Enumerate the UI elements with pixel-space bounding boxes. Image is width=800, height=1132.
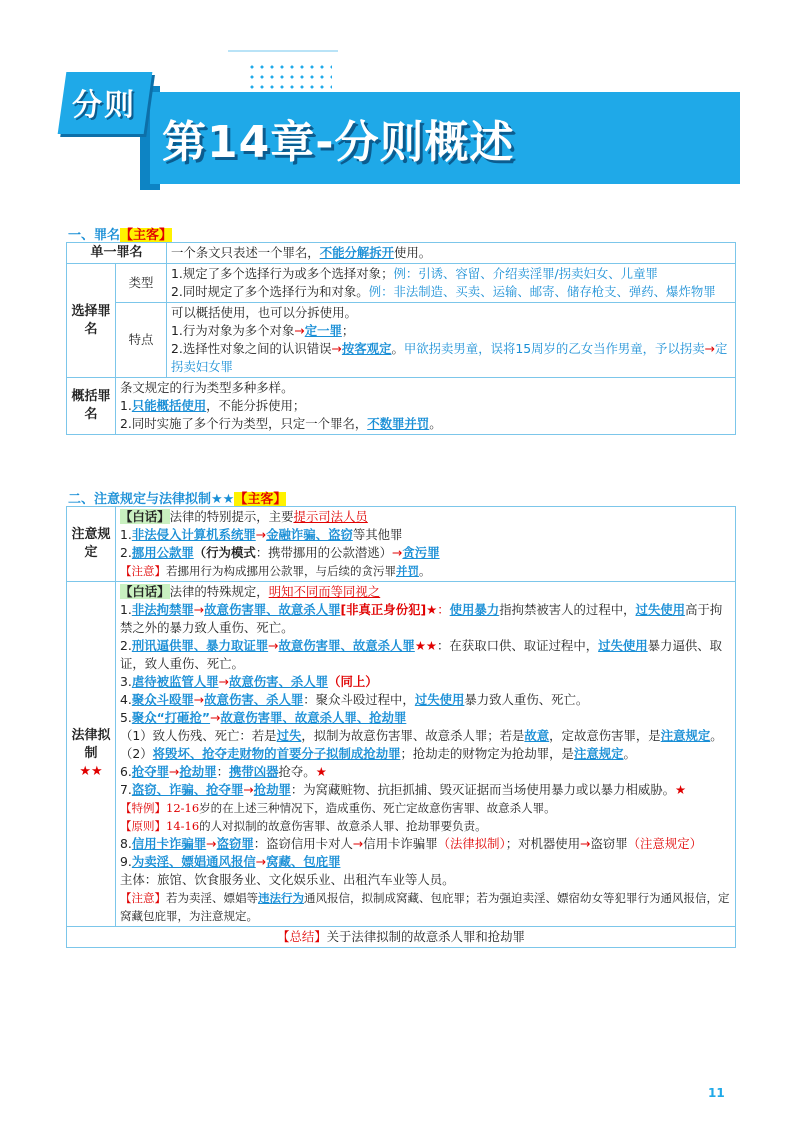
- label-general: 概括罪名: [67, 378, 116, 435]
- part-tag: 分则: [72, 88, 136, 123]
- page-number: 11: [708, 1086, 725, 1100]
- table-rules: [66, 506, 736, 948]
- section-title-2: 二、注意规定与法律拟制★★【主客】: [68, 492, 287, 507]
- chapter-title: 第14章-分则概述: [162, 117, 515, 168]
- badge: 【主客】: [120, 228, 173, 243]
- cell-summary: 【总结】关于法律拟制的故意杀人罪和抢劫罪: [67, 927, 736, 948]
- cell-fiction: 【白话】法律的特殊规定，明知不同而等同视之 1.非法拘禁罪→故意伤害罪、故意杀人罪[非真正身份犯]★：使用暴力指拘禁被害人的过程中，过失使用高于拘禁之外的暴力致人重伤、死亡。 2.刑讯逼供罪、暴力取证罪→故意伤害罪、故意杀人罪★★：在获取口供、取证过程中，过失使用暴力逼供、取证，致人重伤、死亡。 3.虐待被监管人罪→故意伤害、杀人罪（同上） 4.聚众斗殴罪→故意伤害、杀人罪：聚众斗殴过程中，过失使用暴力致人重伤、死亡。 5.聚众“打砸抢”→故意伤害罪、故意杀人罪、抢劫罪 （1）致人伤残、死亡：若是过失，拟制为故意伤害罪、故意杀人罪；若是故意，定故意伤害罪，是注意规定。 （2）将毁坏、抢夺走财物的首要分子拟制成抢劫罪；抢劫走的财物定为抢劫罪，是注意规定。 6.抢夺罪→抢劫罪：携带凶器抢夺。★ 7.盗窃、诈骗、抢夺罪→抢劫罪：为窝藏赃物、抗拒抓捕、毁灭证据而当场使用暴力或以暴力相威胁。★ 【特例】12-16岁的在上述三种情况下，造成重伤、死亡定故意伤害罪、故意杀人罪。 【原则】14-16的人对拟制的故意伤害罪、故意杀人罪、抢劫罪要负责。 8.信用卡诈骗罪→盗窃罪：盗窃信用卡对人→信用卡诈骗罪（法律拟制）；对机器使用→盗窃罪（注意规定） 9.为卖淫、嫖娼通风报信→窝藏、包庇罪 主体：旅馆、饮食服务业、文化娱乐业、出租汽车业等人员。 【注意】若为卖淫、嫖娼等违法行为通风报信，拟制成窝藏、包庇罪；若为强迫卖淫、嫖宿幼女等犯罪行为通风报信，定窝藏包庇罪，为注意规定。: [116, 582, 736, 927]
- label-attention: 注意规定: [67, 507, 116, 582]
- chapter-header: [0, 0, 800, 210]
- row-fiction: [67, 582, 736, 927]
- row-summary: [67, 927, 736, 948]
- badge: 【主客】: [234, 492, 287, 507]
- row-select-feature: [67, 303, 736, 378]
- row-attention: [67, 507, 736, 582]
- decor-dots: [247, 62, 332, 92]
- label-select: 选择罪名: [67, 264, 116, 378]
- cell-type: 1.规定了多个选择行为或多个选择对象；例：引诱、容留、介绍卖淫罪/拐卖妇女、儿童罪 2.同时规定了多个选择行为和对象。例：非法制造、买卖、运输、邮寄、储存枪支、弹药、爆炸物罪: [167, 264, 736, 303]
- label-single: 单一罪名: [67, 243, 167, 264]
- row-single: [67, 243, 736, 264]
- label-feature: 特点: [116, 303, 167, 378]
- table-crime-names: [66, 242, 736, 435]
- row-general: [67, 378, 736, 435]
- row-select-type: [67, 264, 736, 303]
- section-title-1: 一、罪名【主客】: [68, 228, 173, 243]
- cell-attention: 【白话】法律的特别提示，主要提示司法人员 1.非法侵入计算机系统罪→金融诈骗、盗窃等其他罪 2.挪用公款罪（行为模式：携带挪用的公款潜逃）→贪污罪 【注意】若挪用行为构成挪用公款罪，与后续的贪污罪并罚。: [116, 507, 736, 582]
- label-type: 类型: [116, 264, 167, 303]
- cell-single: 一个条文只表述一个罪名，不能分解拆开使用。: [167, 243, 736, 264]
- cell-general: 条文规定的行为类型多种多样。 1.只能概括使用，不能分拆使用； 2.同时实施了多个行为类型，只定一个罪名，不数罪并罚。: [116, 378, 736, 435]
- cell-feature: 可以概括使用，也可以分拆使用。 1.行为对象为多个对象→定一罪； 2.选择性对象之间的认识错误→按客观定。甲欲拐卖男童，误将15周岁的乙女当作男童，予以拐卖→定拐卖妇女罪: [167, 303, 736, 378]
- label-fiction: 法律拟制 ★★: [67, 582, 116, 927]
- decor-line: [228, 50, 338, 52]
